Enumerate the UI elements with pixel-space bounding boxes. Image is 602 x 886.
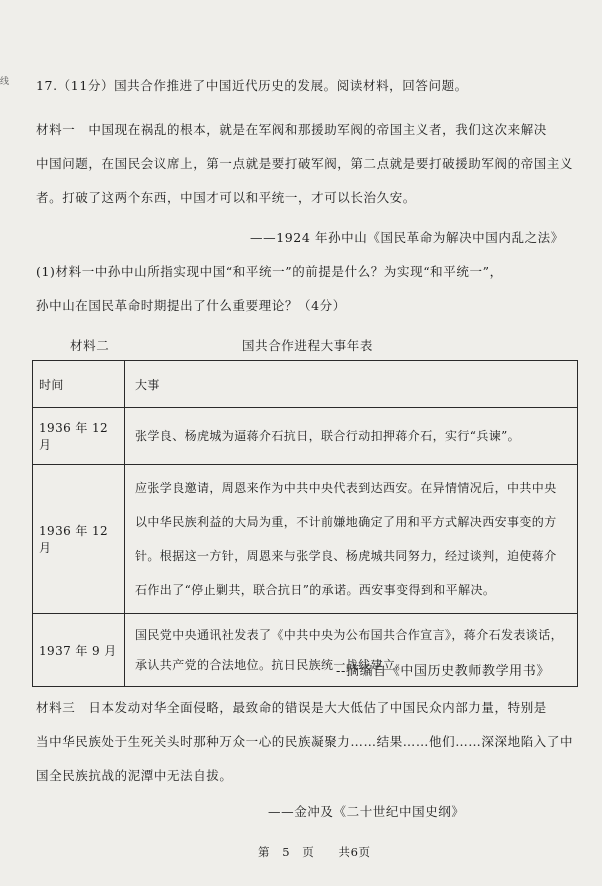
row-event xyxy=(125,465,578,614)
event-line: 应张学良邀请，周恩来作为中共中央代表到达西安。在异情情况后，中共中央 xyxy=(135,481,557,495)
material2-label: 材料二 xyxy=(70,338,110,353)
margin-mark: 线 xyxy=(0,77,10,87)
material3-line: 当中华民族处于生死关头时那种万众一心的民族凝聚力……结果……他们……深深地陷入了中 xyxy=(36,734,574,749)
table-row xyxy=(33,408,578,465)
material3-line: 材料三 日本发动对华全面侵略，最致命的错误是大大低估了中国民众内部力量，特别是 xyxy=(36,700,547,715)
row-date: 1936 年 12 月 xyxy=(33,465,125,614)
sub-question-line: (1)材料一中孙中山所指实现中国“和平统一”的前提是什么？为实现“和平统一”， xyxy=(36,264,503,279)
material1-source: ——1924 年孙中山《国民革命为解决中国内乱之法》 xyxy=(250,230,564,245)
material2-source: --摘编自《中国历史教师教学用书》 xyxy=(336,664,550,679)
event-line: 承认共产党的合法地位。抗日民族统一战线建立。 xyxy=(135,658,408,672)
material1-line: 者。打破了这两个东西，中国才可以和平统一，才可以长治久安。 xyxy=(36,190,416,205)
event-line: 国民党中央通讯社发表了《中共中央为公布国共合作宣言》，蒋介石发表谈话， xyxy=(135,628,564,642)
material1-line: 中国问题，在国民会议席上，第一点就是要打破军阀，第二点就是要打破援助军阀的帝国主义 xyxy=(36,156,574,171)
material2-table-title: 国共合作进程大事年表 xyxy=(242,338,374,353)
row-date: 1937 年 9 月 xyxy=(33,614,125,687)
table-header-row xyxy=(33,361,578,408)
event-line: 张学良、杨虎城为逼蒋介石抗日，联合行动扣押蒋介石，实行“兵谏”。 xyxy=(135,429,521,443)
event-line: 石作出了“停止剿共，联合抗日”的承诺。西安事变得到和平解决。 xyxy=(135,583,496,597)
header-date: 时间 xyxy=(33,361,125,408)
question-title: 17.（11分）国共合作推进了中国近代历史的发展。阅读材料，回答问题。 xyxy=(36,78,468,93)
material1-line: 材料一 中国现在祸乱的根本，就是在军阀和那援助军阀的帝国主义者，我们这次来解决 xyxy=(36,122,547,137)
row-event xyxy=(125,408,578,465)
table-row xyxy=(33,465,578,614)
material3-line: 国全民族抗战的泥潭中无法自拔。 xyxy=(36,768,233,783)
event-line: 针。根据这一方针，周恩来与张学良、杨虎城共同努力，经过谈判，迫使蒋介 xyxy=(135,549,557,563)
event-line: 以中华民族利益的大局为重，不计前嫌地确定了用和平方式解决西安事变的方 xyxy=(135,515,557,529)
row-date: 1936 年 12 月 xyxy=(33,408,125,465)
material3-source: ——金冲及《二十世纪中国史纲》 xyxy=(268,804,465,819)
sub-question-line: 孙中山在国民革命时期提出了什么重要理论？（4分） xyxy=(36,298,346,313)
page-footer: 第 5 页 共6页 xyxy=(258,845,371,859)
header-event: 大事 xyxy=(125,361,578,408)
events-table xyxy=(32,360,578,687)
